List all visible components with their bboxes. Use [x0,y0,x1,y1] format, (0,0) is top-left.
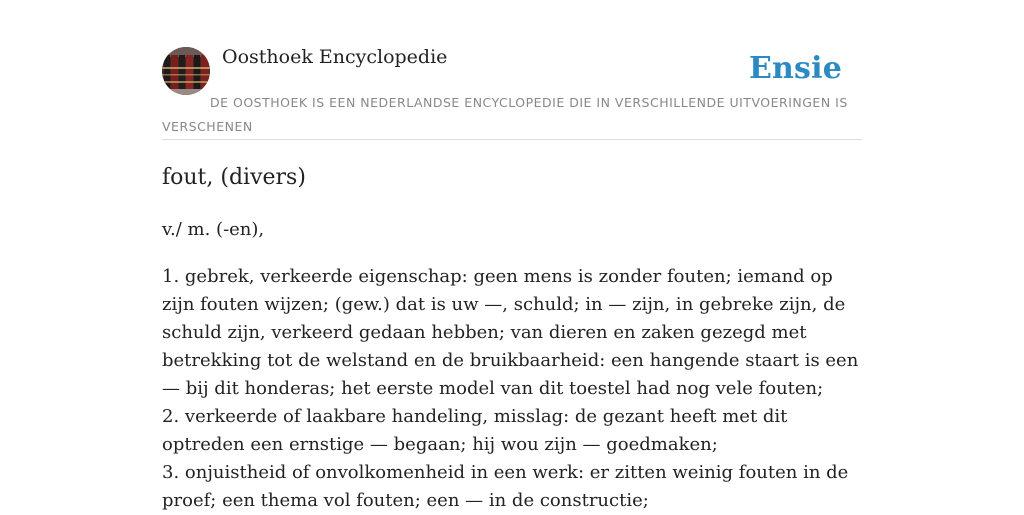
entry-definition [162,263,862,515]
definition-sense-1: 1. gebrek, verkeerde eigenschap: geen mens is zonder fouten; iemand op zijn fouten wijzen; (gew.) dat is uw —, schuld; in — zijn, in gebreke zijn, de schuld zijn, verkeerd gedaan hebben; van dieren en zaken gezegd met betrekking tot de welstand en de bruikbaarheid: een hangende staart is een — bij dit honderas; het eerste model van dit toestel had nog vele fouten; [162,266,859,399]
header-divider [162,139,862,140]
source-avatar[interactable] [162,47,210,95]
entry-headword: fout, (divers) [162,165,306,190]
source-description: DE OOSTHOEK IS EEN NEDERLANDSE ENCYCLOPEDIE DIE IN VERSCHILLENDE UITVOERINGEN IS VERSCHENEN [162,95,848,134]
definition-sense-2: 2. verkeerde of laakbare handeling, misslag: de gezant heeft met dit optreden een ernstige — begaan; hij wou zijn — goedmaken; [162,406,788,455]
brand-logo[interactable]: Ensie [748,51,842,86]
encyclopedia-books-icon [162,47,210,95]
definition-sense-3: 3. onjuistheid of onvolkomenheid in een werk: er zitten weinig fouten in de proef; een thema vol fouten; een — in de constructie; [162,462,849,511]
entry-grammar: v./ m. (-en), [162,219,265,240]
source-name[interactable]: Oosthoek Encyclopedie [222,46,448,68]
